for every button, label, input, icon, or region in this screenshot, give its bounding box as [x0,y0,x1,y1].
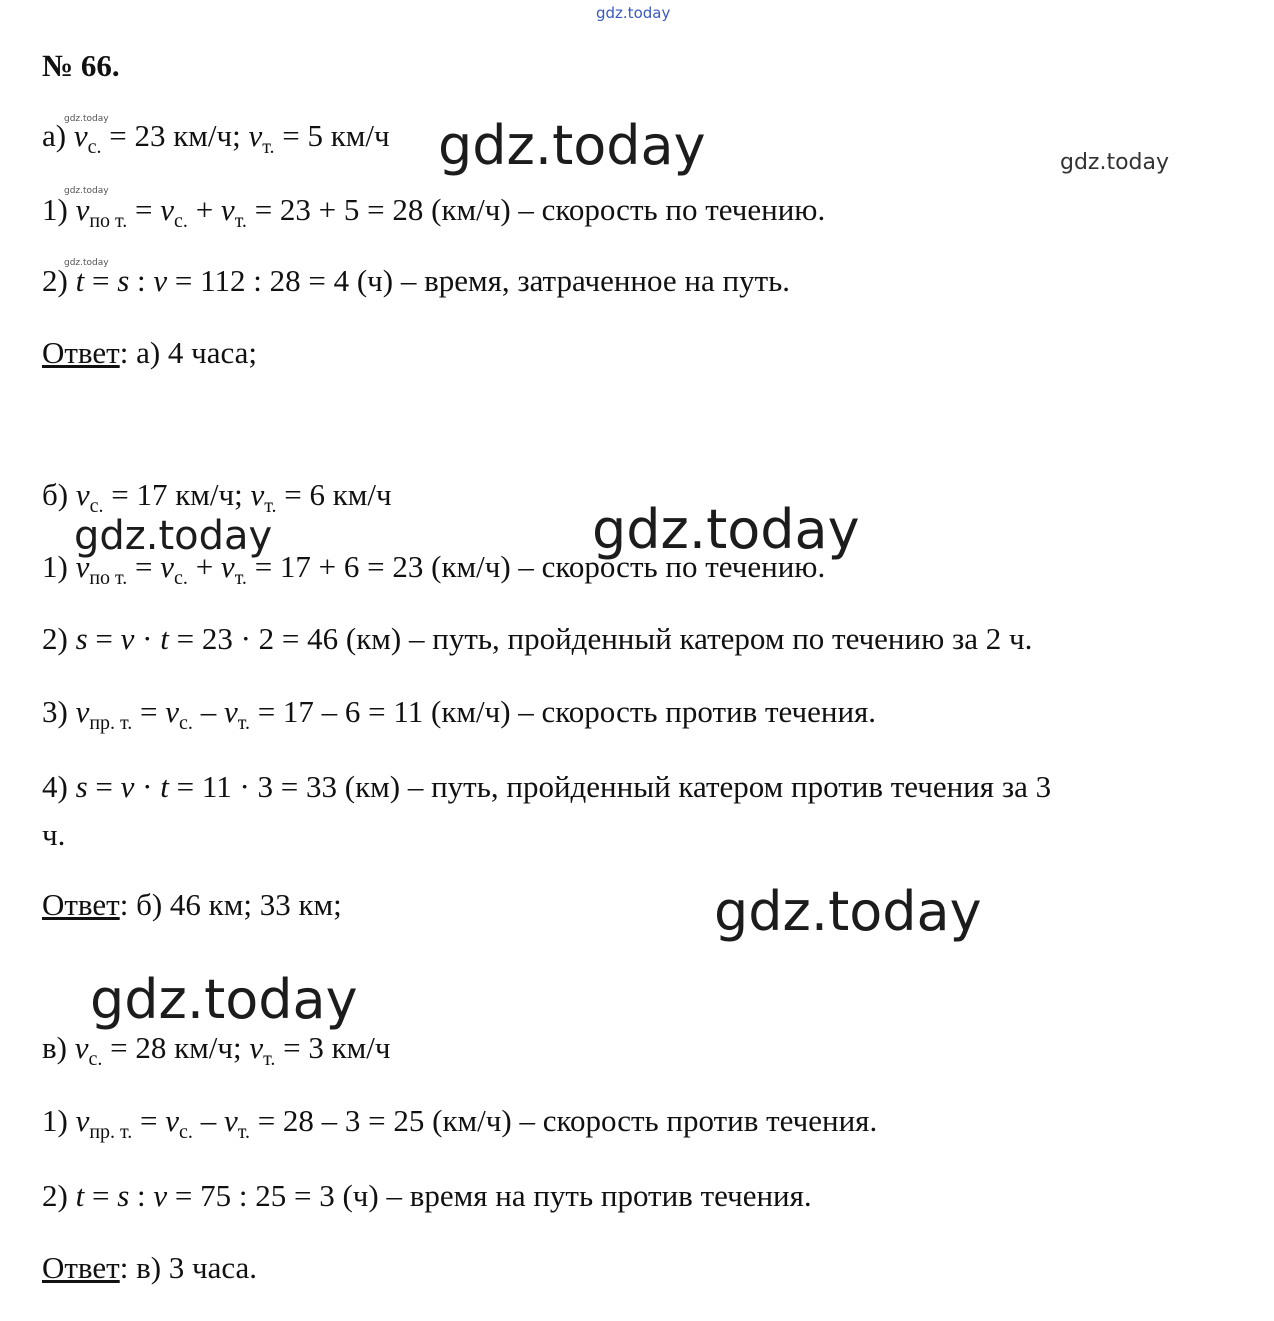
part-a-step-1: 1) $v_{по т.} = v_{с.} + v_{т.} = 23 + 5 = 28$ (км/ч) – скорость по течению. [42,192,826,232]
part-b-step-4-wrap: ч. [42,817,66,852]
part-a-given: а) $v_{с.} = 23$ км/ч; $v_{т.} = 5$ км/ч [42,118,390,158]
watermark-tiny: gdz.today [64,258,109,268]
part-a-step-2: 2) t = s : v = 112 : 28 = 4 (ч) – время, затраченное на путь. [42,263,791,298]
watermark-large: gdz.today [714,880,982,943]
part-b-given: б) $v_{с.} = 17$ км/ч; $v_{т.} = 6$ км/ч [42,477,392,517]
watermark-large: gdz.today [74,513,273,559]
watermark-large: gdz.today [90,968,358,1031]
part-c-given: в) $v_{с.} = 28$ км/ч; $v_{т.} = 3$ км/ч [42,1030,391,1070]
part-b-step-4: 4) s = v · t = 11 · 3 = 33 (км) – путь, пройденный катером против течения за 3 [42,769,1052,804]
part-b-step-2: 2) s = v · t = 23 · 2 = 46 (км) – путь, пройденный катером по течению за 2 ч. [42,621,1033,656]
part-a-answer: Ответ: а) 4 часа; [42,335,258,370]
watermark-tiny: gdz.today [64,114,109,124]
watermark-large: gdz.today [438,114,706,177]
part-b-step-3: 3) $v_{пр. т.} = v_{с.} - v_{т.} = 17 - 6 = 11$ (км/ч) – скорость против течения. [42,694,877,734]
watermark-medium: gdz.today [1060,150,1170,175]
part-b-answer: Ответ: б) 46 км; 33 км; [42,887,342,922]
part-c-step-1: 1) $v_{пр. т.} = v_{с.} - v_{т.} = 28 - 3 = 25$ (км/ч) – скорость против течения. [42,1103,878,1143]
watermark-large: gdz.today [592,498,860,561]
part-c-answer: Ответ: в) 3 часа. [42,1250,258,1285]
watermark-top: gdz.today [596,4,671,22]
part-b-step-1: 1) $v_{по т.} = v_{с.} + v_{т.} = 17 + 6 = 23$ (км/ч) – скорость по течению. [42,549,826,589]
problem-title: № 66. [42,48,120,83]
part-c-step-2: 2) t = s : v = 75 : 25 = 3 (ч) – время на путь против течения. [42,1178,812,1213]
watermark-tiny: gdz.today [64,186,109,196]
